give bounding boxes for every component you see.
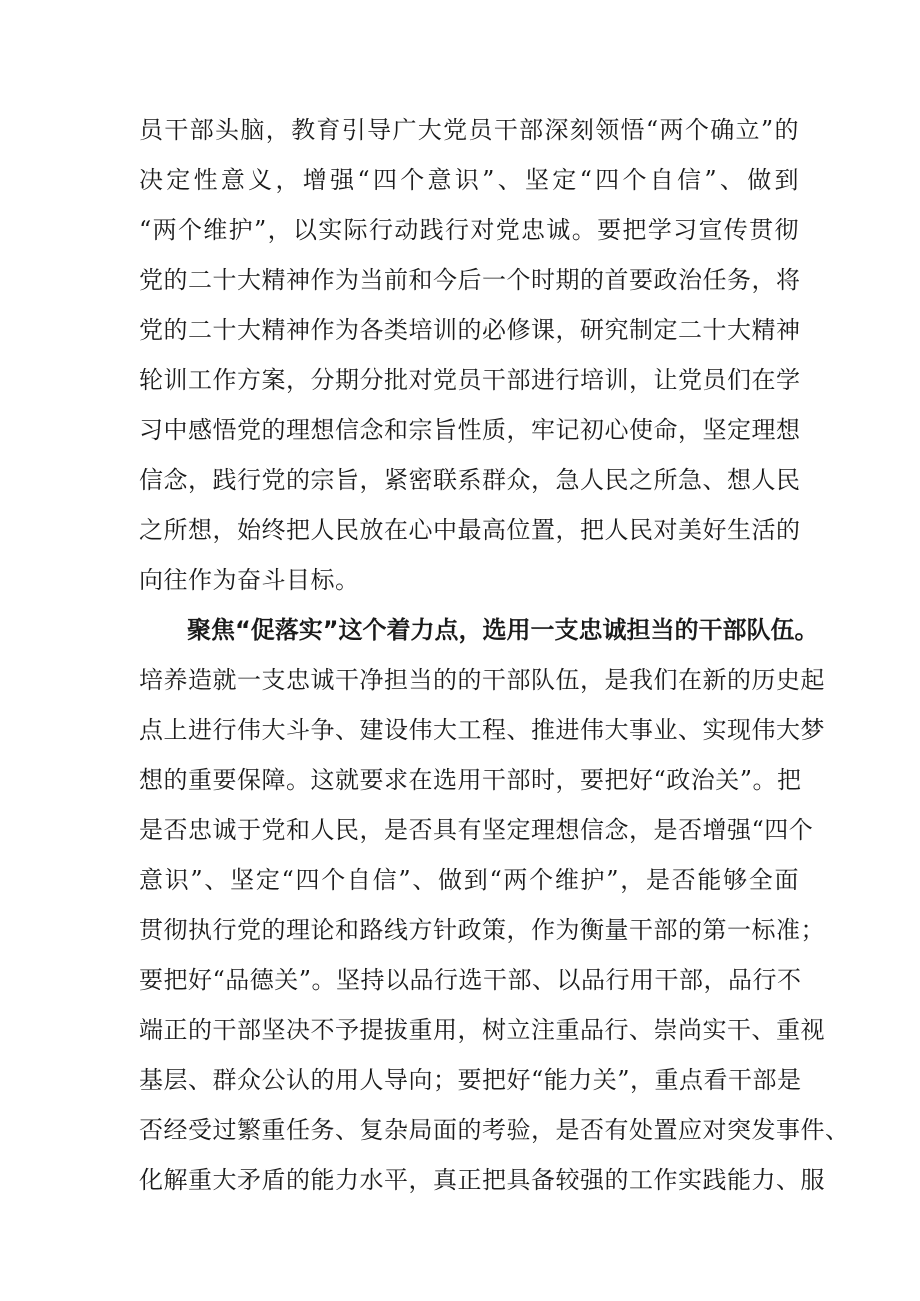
text-line: 化解重大矛盾的能力水平，真正把具备较强的工作实践能力、服 [139, 1166, 825, 1194]
text-line: 员干部头脑，教育引导广大党员干部深刻领悟“两个确立”的 [139, 116, 799, 144]
text-line: 党的二十大精神作为各类培训的必修课，研究制定二十大精神 [139, 316, 801, 344]
text-line: 是否忠诚于党和人民，是否具有坚定理想信念，是否增强“四个 [139, 816, 814, 844]
text-line: 点上进行伟大斗争、建设伟大工程、推进伟大事业、实现伟大梦 [139, 716, 825, 744]
text-line: 轮训工作方案，分期分批对党员干部进行培训，让党员们在学 [139, 366, 801, 394]
text-line: 向往作为奋斗目标。 [139, 566, 360, 594]
text-line: 贯彻执行党的理论和路线方针政策，作为衡量干部的第一标准； [139, 916, 825, 944]
text-line: 基层、群众公认的用人导向；要把好“能力关”，重点看干部是 [139, 1066, 802, 1094]
text-line: 要把好“品德关”。坚持以品行选干部、以品行用干部，品行不 [139, 966, 802, 994]
text-line: 习中感悟党的理想信念和宗旨性质，牢记初心使命，坚定理想 [139, 416, 801, 444]
text-line: 之所想，始终把人民放在心中最高位置，把人民对美好生活的 [139, 516, 801, 544]
text-line: 想的重要保障。这就要求在选用干部时，要把好“政治关”。把 [139, 766, 802, 794]
text-line: 否经受过繁重任务、复杂局面的考验，是否有处置应对突发事件、 [139, 1116, 850, 1144]
text-line: 信念，践行党的宗旨，紧密联系群众，急人民之所急、想人民 [139, 466, 801, 494]
text-line: 意识”、坚定“四个自信”、做到“两个维护”，是否能够全面 [139, 866, 799, 894]
text-line: 端正的干部坚决不予提拔重用，树立注重品行、崇尚实干、重视 [139, 1016, 825, 1044]
text-line: 决定性意义，增强“四个意识”、坚定“四个自信”、做到 [139, 166, 799, 194]
text-line: 培养造就一支忠诚干净担当的的干部队伍，是我们在新的历史起 [139, 666, 825, 694]
text-line: 党的二十大精神作为当前和今后一个时期的首要政治任务，将 [139, 266, 801, 294]
section-heading: 聚焦“促落实”这个着力点，选用一支忠诚担当的干部队伍。 [187, 616, 819, 644]
text-line: “两个维护”，以实际行动践行对党忠诚。要把学习宣传贯彻 [139, 216, 799, 244]
